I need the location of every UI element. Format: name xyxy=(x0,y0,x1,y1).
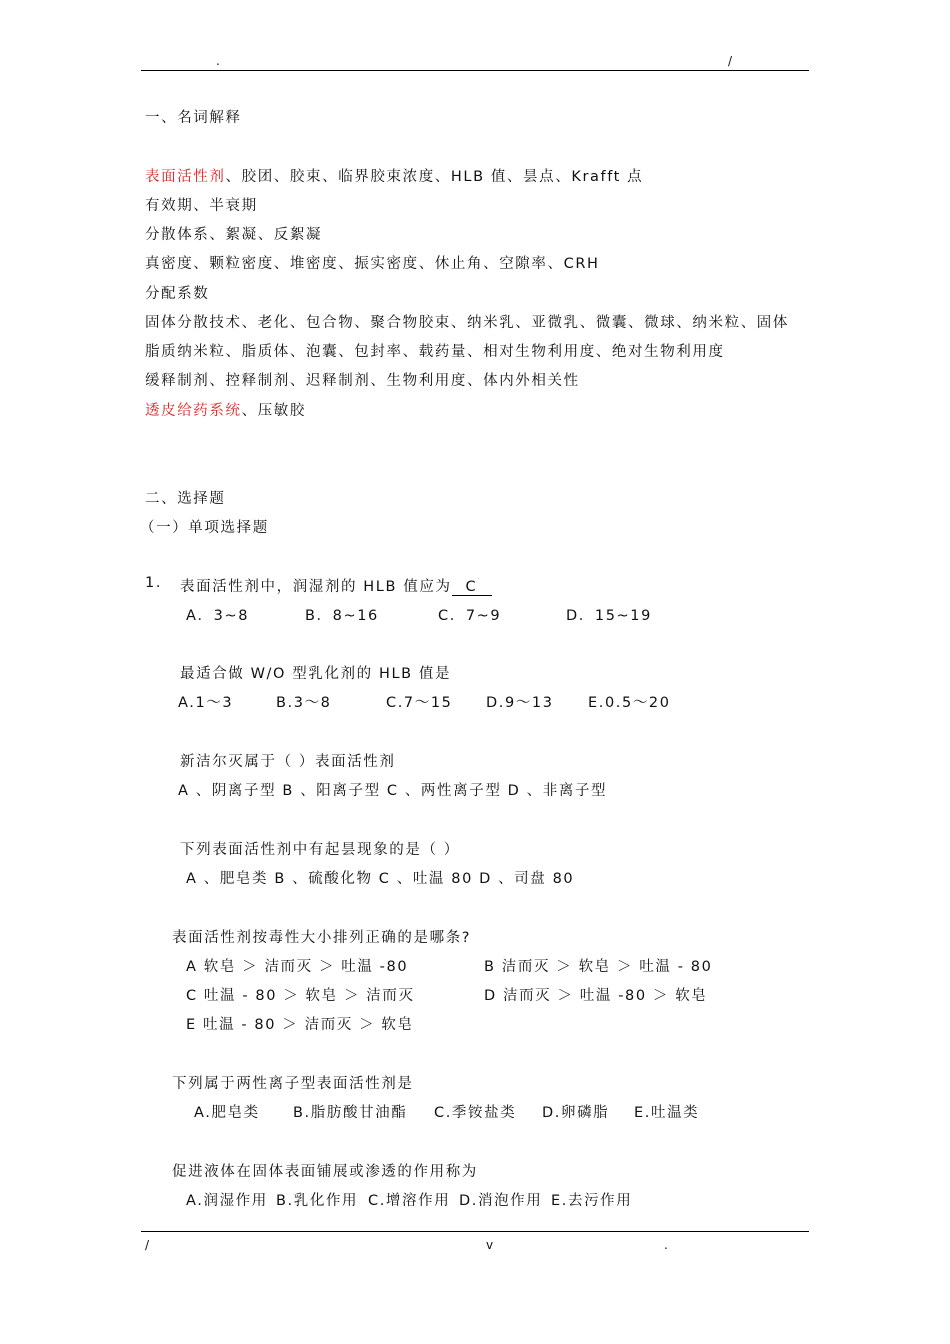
glossary-terms: 缓释制剂、控释制剂、迟释制剂、生物利用度、体内外相关性 xyxy=(145,373,580,389)
q7-option: C.增溶作用 xyxy=(368,1193,451,1209)
q4-stem: 下列表面活性剂中有起昙现象的是（ ） xyxy=(180,842,460,858)
glossary-terms: 分配系数 xyxy=(145,286,210,302)
q5-option: D 洁而灭 ＞ 吐温 -80 ＞ 软皂 xyxy=(484,988,708,1004)
glossary-terms: 真密度、颗粒密度、堆密度、振实密度、休止角、空隙率、CRH xyxy=(145,256,600,272)
glossary-terms: 分散体系、絮凝、反絮凝 xyxy=(145,227,323,243)
q1-answer: C xyxy=(465,579,476,595)
header-rule xyxy=(141,70,809,71)
footer-center-mark: v xyxy=(486,1238,494,1252)
q3-stem: 新洁尔灭属于（ ）表面活性剂 xyxy=(180,754,396,770)
glossary-line xyxy=(145,340,725,361)
glossary-line xyxy=(145,252,600,273)
q5-stem: 表面活性剂按毒性大小排列正确的是哪条? xyxy=(172,930,472,946)
glossary-highlight-term: 表面活性剂 xyxy=(145,169,226,185)
q6-option: A.肥皂类 xyxy=(194,1105,260,1121)
footer-right-mark: . xyxy=(664,1238,668,1252)
q2-stem: 最适合做 W/O 型乳化剂的 HLB 值是 xyxy=(180,666,452,682)
glossary-highlight-term: 透皮给药系统 xyxy=(145,403,242,419)
glossary-line xyxy=(145,194,258,215)
q6-option: D.卵磷脂 xyxy=(542,1105,610,1121)
section1-heading: 一、名词解释 xyxy=(145,110,242,126)
glossary-terms: 、胶团、胶束、临界胶束浓度、HLB 值、昙点、Krafft 点 xyxy=(225,169,644,185)
glossary-line xyxy=(145,311,789,332)
footer-left-mark: / xyxy=(145,1238,150,1252)
q7-option: A.润湿作用 xyxy=(186,1193,268,1209)
glossary-line xyxy=(145,165,643,186)
q2-option: E.0.5～20 xyxy=(588,695,671,711)
q1-option: C．7~9 xyxy=(438,608,502,624)
section2-heading: 二、选择题 xyxy=(145,491,226,507)
section2-subheading: （一）单项选择题 xyxy=(140,520,269,536)
q6-option: C.季铵盐类 xyxy=(434,1105,517,1121)
glossary-terms: 有效期、半衰期 xyxy=(145,198,258,214)
q3-options: A 、阴离子型 B 、阳离子型 C 、两性离子型 D 、非离子型 xyxy=(178,783,608,799)
q1-stem-line xyxy=(180,575,492,596)
q1-option: D．15~19 xyxy=(566,608,652,624)
glossary-line xyxy=(145,369,580,390)
q7-option: B.乳化作用 xyxy=(276,1193,359,1209)
q1-stem: 表面活性剂中，润湿剂的 HLB 值应为 xyxy=(180,579,452,595)
glossary-line xyxy=(145,223,322,244)
q1-option: B．8~16 xyxy=(305,608,379,624)
q7-option: D.消泡作用 xyxy=(459,1193,543,1209)
q5-option: C 吐温 - 80 ＞ 软皂 ＞ 洁而灭 xyxy=(186,988,415,1004)
q4-options: A 、肥皂类 B 、硫酸化物 C 、吐温 80 D 、司盘 80 xyxy=(186,871,575,887)
q2-option: C.7～15 xyxy=(386,695,453,711)
q1-answer-blank xyxy=(452,579,492,596)
q5-option: E 吐温 - 80 ＞ 洁而灭 ＞ 软皂 xyxy=(186,1017,414,1033)
q1-option: A．3~8 xyxy=(186,608,250,624)
q2-option: D.9～13 xyxy=(486,695,554,711)
q2-option: B.3～8 xyxy=(276,695,332,711)
footer-rule xyxy=(141,1231,809,1232)
q1-number: 1. xyxy=(145,575,163,591)
q5-option: A 软皂 ＞ 洁而灭 ＞ 吐温 -80 xyxy=(186,959,409,975)
glossary-terms: 、压敏胶 xyxy=(241,403,307,419)
q2-option: A.1～3 xyxy=(178,695,234,711)
q6-option: B.脂肪酸甘油酯 xyxy=(293,1105,408,1121)
q7-option: E.去污作用 xyxy=(551,1193,633,1209)
glossary-terms: 脂质纳米粒、脂质体、泡囊、包封率、载药量、相对生物利用度、绝对生物利用度 xyxy=(145,344,725,360)
glossary-line xyxy=(145,282,209,303)
glossary-line xyxy=(145,399,306,420)
q6-option: E.吐温类 xyxy=(634,1105,700,1121)
q7-stem: 促进液体在固体表面铺展或渗透的作用称为 xyxy=(172,1164,478,1180)
glossary-terms: 固体分散技术、老化、包合物、聚合物胶束、纳米乳、亚微乳、微囊、微球、纳米粒、固体 xyxy=(145,315,789,331)
q5-option: B 洁而灭 ＞ 软皂 ＞ 吐温 - 80 xyxy=(484,959,713,975)
header-left-mark: . xyxy=(216,54,220,68)
header-right-mark: / xyxy=(728,54,733,68)
q6-stem: 下列属于两性离子型表面活性剂是 xyxy=(172,1076,414,1092)
